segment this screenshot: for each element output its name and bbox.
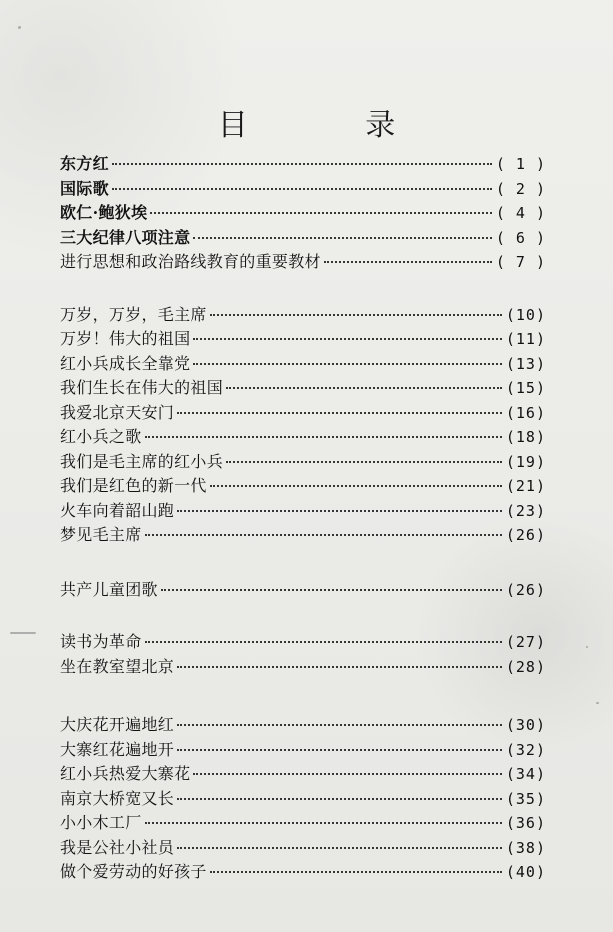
toc-entry[interactable] (60, 250, 546, 275)
dot-leader (193, 338, 501, 340)
toc-entry-page: (16) (505, 403, 546, 422)
toc-entry-title: 东方红 (60, 154, 109, 173)
dot-leader (177, 724, 502, 726)
dot-leader (145, 822, 502, 824)
toc-entry-title: 共产儿童团歌 (60, 579, 158, 599)
toc-entry-page: (28) (505, 657, 546, 676)
toc-entry-page: ( 1 ) (495, 155, 546, 173)
dot-leader (177, 798, 502, 800)
toc-entry[interactable] (60, 201, 546, 226)
toc-entry-page: (19) (505, 452, 546, 471)
toc-entry-page: (26) (505, 526, 546, 544)
toc-entry-title: 我们是毛主席的红小兵 (60, 451, 224, 471)
toc-entry[interactable] (60, 152, 546, 177)
toc-entry-title: 万岁，万岁，毛主席 (60, 304, 207, 324)
toc-entry-title: 做个爱劳动的好孩子 (60, 862, 207, 881)
toc-entry[interactable] (60, 811, 546, 836)
toc-entry[interactable] (60, 523, 546, 548)
toc-entry[interactable] (60, 713, 546, 738)
toc-entry-page: (13) (505, 354, 546, 373)
toc-section-1 (60, 152, 546, 275)
dot-leader (161, 589, 502, 591)
toc-entry[interactable] (60, 836, 546, 861)
toc-entry[interactable] (60, 376, 546, 401)
toc-entry-title: 我们是红色的新一代 (60, 476, 207, 495)
toc-entry-title: 红小兵成长全靠党 (60, 353, 191, 373)
dot-leader (193, 237, 491, 239)
toc-entry-title: 红小兵之歌 (60, 427, 142, 446)
toc-entry-page: (27) (505, 633, 546, 651)
toc-entry-page: (15) (505, 379, 546, 397)
toc-entry-page: (11) (505, 330, 546, 348)
dot-leader (193, 363, 501, 365)
toc-entry-title: 欧仁·鲍狄埃 (60, 203, 148, 222)
toc-entry-title: 三大纪律八项注意 (60, 227, 191, 247)
dot-leader (177, 749, 502, 751)
toc-entry-title: 我爱北京天安门 (60, 402, 175, 422)
toc-section-4 (60, 630, 546, 679)
dot-leader (193, 773, 501, 775)
toc-entry[interactable] (60, 327, 546, 352)
toc-entry-title: 梦见毛主席 (60, 525, 142, 544)
toc-entry-title: 国际歌 (60, 178, 109, 198)
toc-entry[interactable] (60, 474, 546, 499)
toc-entry[interactable] (60, 450, 546, 475)
toc-section-3 (60, 578, 546, 603)
toc-entry-page: (30) (505, 716, 546, 734)
dot-leader (150, 212, 491, 214)
toc-section-2 (60, 303, 546, 548)
dot-leader (226, 461, 502, 463)
toc-entry-page: ( 7 ) (495, 253, 546, 271)
toc-entry-page: (21) (505, 477, 546, 495)
toc-entry-page: (10) (505, 305, 546, 324)
toc-entry-page: ( 4 ) (495, 204, 546, 222)
dot-leader (112, 163, 492, 165)
dot-leader (112, 188, 492, 190)
toc-entry-title: 小小木工厂 (60, 813, 142, 832)
toc-entry-title: 南京大桥宽又长 (60, 788, 175, 808)
dot-leader (177, 847, 502, 849)
toc-entry-title: 火车向着韶山跑 (60, 500, 175, 520)
toc-entry-page: (38) (505, 838, 546, 857)
toc-entry[interactable] (60, 499, 546, 524)
dot-leader (210, 871, 502, 873)
dot-leader (145, 534, 502, 536)
toc-entry[interactable] (60, 401, 546, 426)
dot-leader (210, 485, 502, 487)
toc-entry[interactable] (60, 352, 546, 377)
dot-leader (177, 412, 502, 414)
toc-entry-page: (36) (505, 814, 546, 832)
toc-entry-page: (23) (505, 501, 546, 520)
toc-entry[interactable] (60, 578, 546, 603)
dot-leader (177, 510, 502, 512)
dot-leader (177, 666, 502, 668)
toc-entry-page: ( 2 ) (495, 179, 546, 198)
toc-entry-page: (18) (505, 428, 546, 446)
paper-speck (596, 702, 599, 704)
toc-entry[interactable] (60, 303, 546, 328)
toc-entry-page: (35) (505, 789, 546, 808)
dot-leader (324, 261, 492, 263)
paper-speck (18, 26, 21, 29)
toc-entry[interactable] (60, 762, 546, 787)
dot-leader (145, 641, 502, 643)
toc-entry-title: 大寨红花遍地开 (60, 739, 175, 759)
dot-leader (210, 314, 502, 316)
toc-section-5 (60, 713, 546, 885)
toc-entry-page: (34) (505, 765, 546, 783)
toc-entry-title: 我们生长在伟大的祖国 (60, 378, 224, 397)
toc-entry-title: 我是公社小社员 (60, 837, 175, 857)
paper-speck (10, 632, 36, 634)
toc-entry[interactable] (60, 655, 546, 680)
toc-entry[interactable] (60, 425, 546, 450)
toc-entry-page: ( 6 ) (495, 228, 546, 247)
toc-entry[interactable] (60, 630, 546, 655)
toc-entry[interactable] (60, 787, 546, 812)
toc-entry-title: 读书为革命 (60, 632, 142, 651)
page-title: 目 录 (217, 108, 450, 143)
dot-leader (226, 387, 502, 389)
toc-entry[interactable] (60, 860, 546, 885)
toc-entry-title: 大庆花开遍地红 (60, 715, 175, 734)
toc-entry[interactable] (60, 226, 546, 251)
toc-entry-title: 进行思想和政治路线教育的重要教材 (60, 252, 321, 271)
toc-entry-page: (26) (505, 580, 546, 599)
toc-entry-title: 坐在教室望北京 (60, 656, 175, 676)
toc-entry-title: 红小兵热爱大寨花 (60, 764, 191, 783)
paper-speck (586, 646, 588, 648)
toc-entry-page: (32) (505, 740, 546, 759)
toc-entry-title: 万岁！伟大的祖国 (60, 329, 191, 348)
toc-entry[interactable] (60, 177, 546, 202)
toc-list (60, 152, 546, 885)
toc-entry-page: (40) (505, 863, 546, 881)
dot-leader (145, 436, 502, 438)
toc-entry[interactable] (60, 738, 546, 763)
